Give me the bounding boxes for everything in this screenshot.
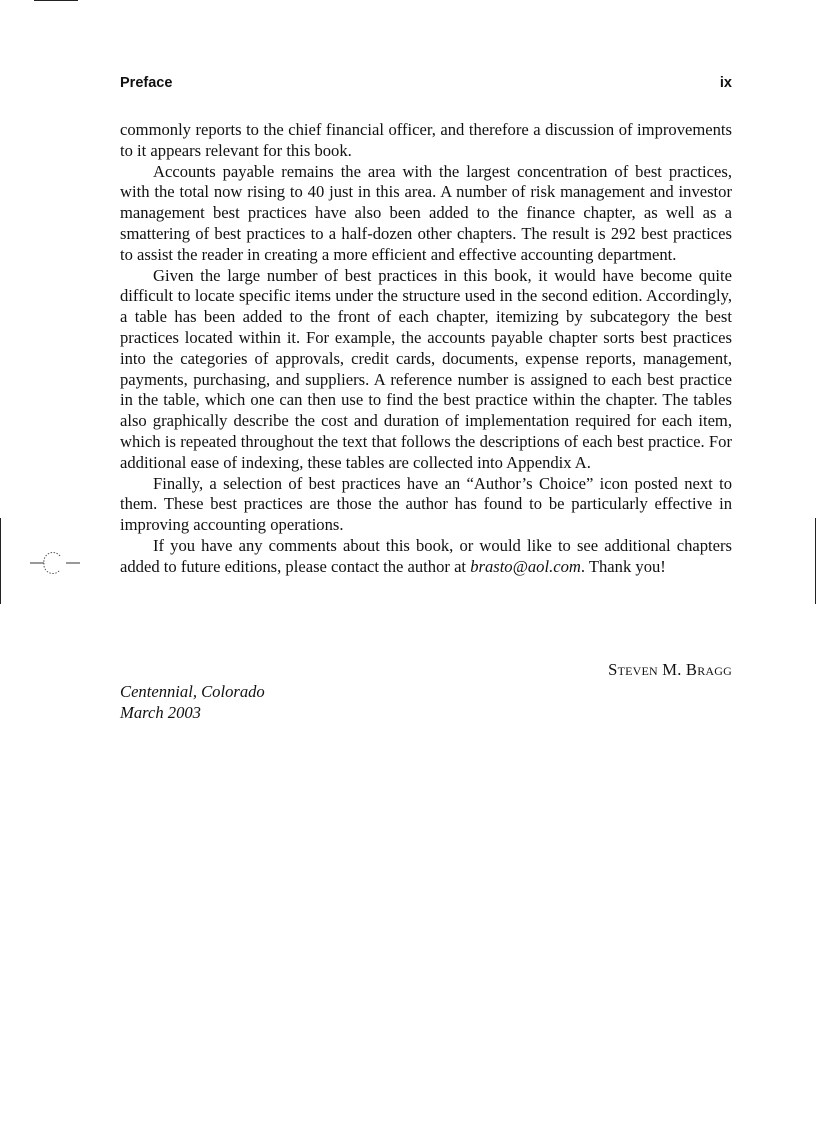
paragraph-5 <box>120 536 732 578</box>
page-number: ix <box>719 75 732 91</box>
author-email-link[interactable]: brasto@aol.com <box>470 556 581 576</box>
paragraph-1: commonly reports to the chief financial officer, and therefore a discussion of improvements to it appears relevant for this book. <box>120 120 732 160</box>
paragraph-3: Given the large number of best practices in this book, it would have become quite difficult to locate specific items under the structure used in the second edition. Accordingly, a table has been added to the front of each chapter, itemizing by subcategory the best practices located within it. For example, the accounts payable chapter sorts best practices into the categories of approvals, credit cards, documents, expense reports, management, payments, purchasing, and suppliers. A reference number is assigned to each best practice in the table, which one can then use to find the best practice within the chapter. The tables also graphically describe the cost and duration of implementation required for each item, which is repeated throughout the text that follows the descriptions of each best practice. For additional ease of indexing, these tables are collected into Appendix A. <box>120 265 732 472</box>
author-signature: Steven M. Bragg <box>608 660 732 679</box>
paragraph-2: Accounts payable remains the area with the largest concentration of best practices, with the total now rising to 40 just in this area. A number of risk management and investor management best practices have also been added to the finance chapter, as well as a smattering of best practices to a half-dozen other chapters. The result is 292 best practices to assist the reader in creating a more efficient and effective accounting department. <box>120 161 732 264</box>
place-date-block <box>120 682 265 724</box>
paragraph-5-closing: . Thank you! <box>580 556 666 576</box>
preface-body <box>120 120 732 578</box>
crop-mark-top <box>34 0 78 1</box>
signature-place: Centennial, Colorado <box>120 682 265 701</box>
crop-mark-left <box>0 518 1 604</box>
running-head <box>120 75 732 95</box>
signature-date: March 2003 <box>120 702 201 722</box>
registration-mark-icon <box>30 548 80 578</box>
paragraph-5-text: If you have any comments about this book, or would like to see additional chapters added to future editions, please contact the author at <box>120 535 732 576</box>
running-head-title: Preface <box>120 75 173 91</box>
paragraph-4: Finally, a selection of best practices have an “Author’s Choice” icon posted next to them. These best practices are those the author has found to be particularly effective in improving accounting operations. <box>120 473 732 535</box>
